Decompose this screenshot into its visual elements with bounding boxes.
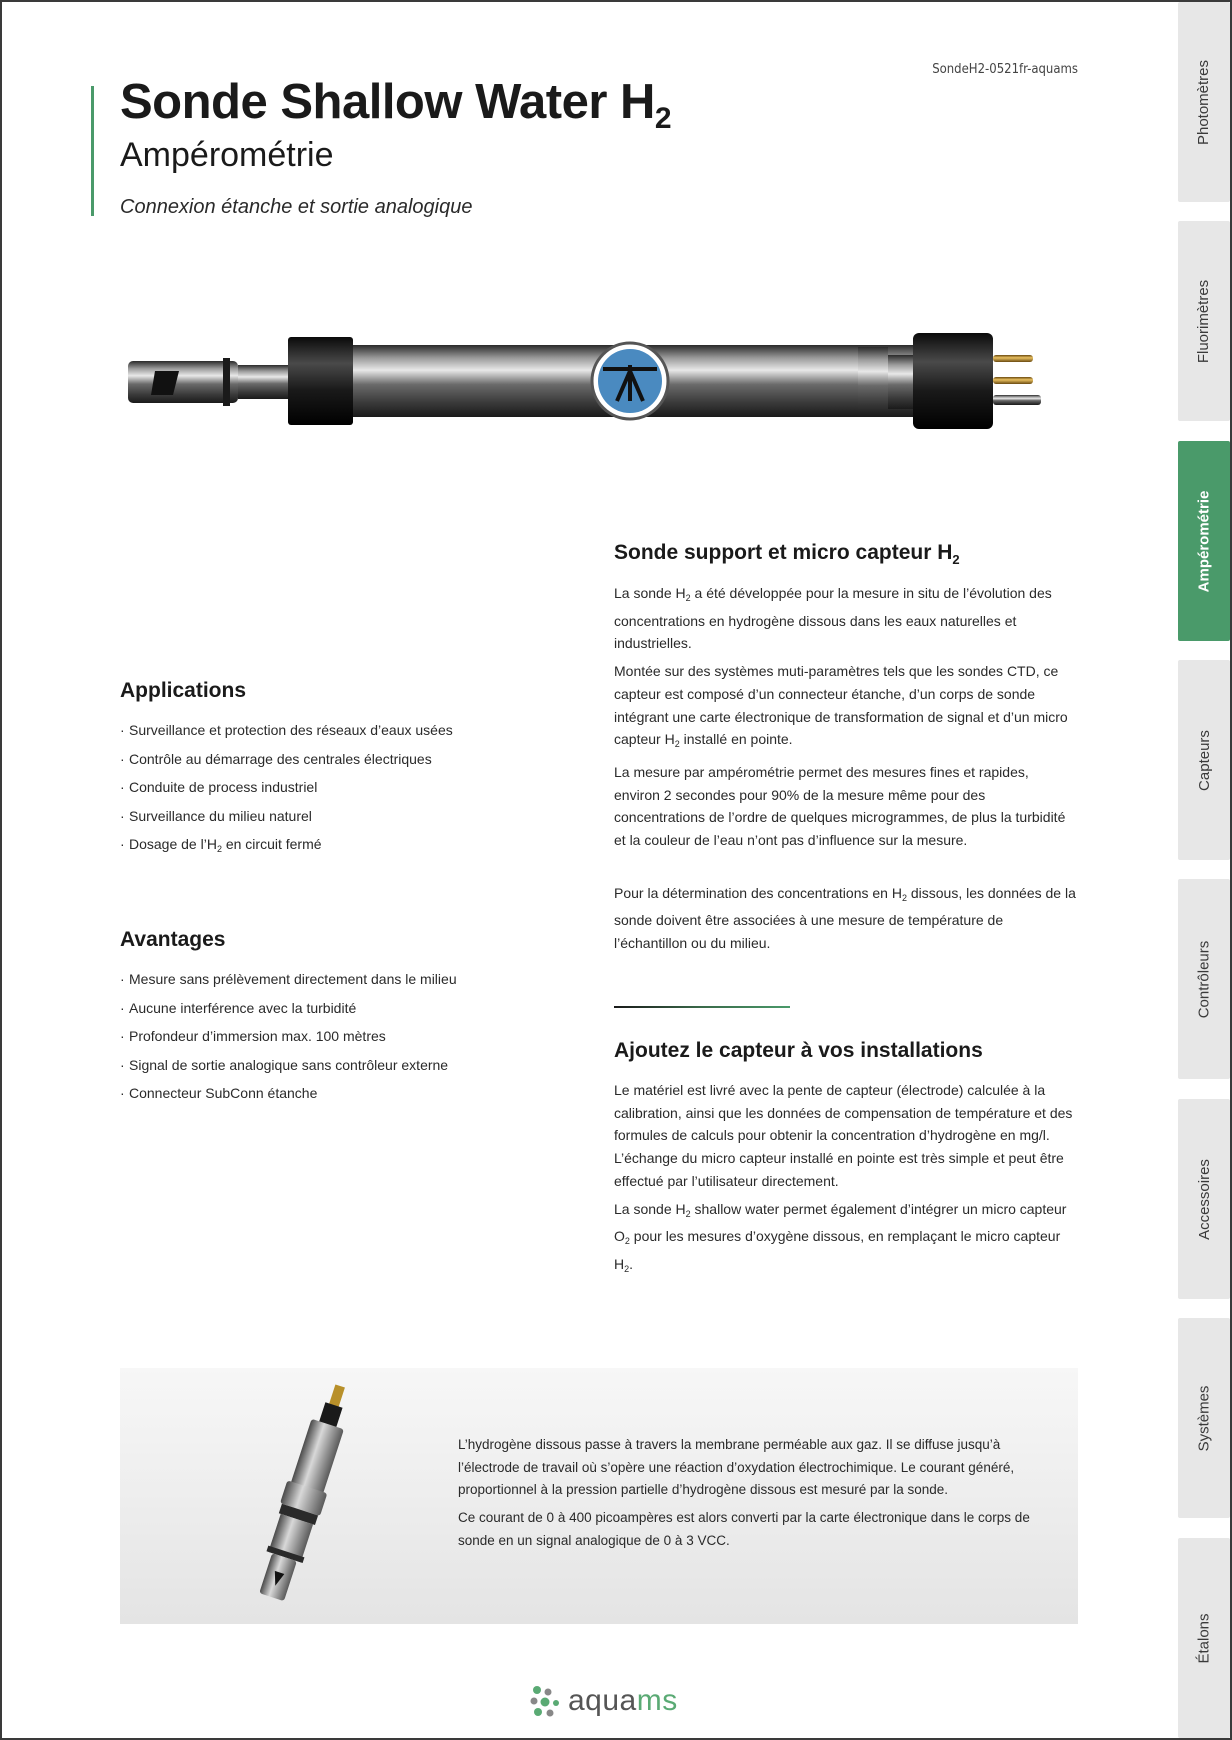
paragraph: La sonde $H_2$ a été développée pour la mesure in situ de l’évolution des concentrations en hydrogène dissous dans les eaux naturelles et industrielles. (614, 585, 1052, 652)
list-item: · Surveillance et protection des réseaux d’eaux usées (120, 720, 480, 740)
list-item: · Mesure sans prélèvement directement dans le milieu (120, 969, 472, 989)
list-item: · Dosage de $l’H_2$ en circuit fermé (120, 834, 480, 859)
install-heading: Ajoutez le capteur à vos installations (614, 1039, 983, 1062)
tab-controleurs[interactable]: Contrôleurs (1178, 879, 1230, 1079)
tab-amperometrie[interactable]: Ampérométrie (1178, 441, 1230, 641)
paragraph: Le matériel est livré avec la pente de capteur (électrode) calculée à la calibration, ainsi que les données de compensation de température et des formules de calculs pour obtenir la concentration d’hydrogène en mg/l. L’échange du micro capteur installé en pointe est très simple et peut être effectué par l’utilisateur directement. (614, 1082, 1073, 1189)
avantages-list (120, 969, 472, 1112)
section-divider (614, 1006, 790, 1008)
applications-list (120, 720, 480, 868)
list-item: · Aucune interférence avec la turbidité (120, 998, 472, 1018)
support-heading: Sonde support et micro capteur $H_2$ (614, 541, 960, 567)
paragraph: Pour la détermination des concentrations en $H_2$ dissous, les données de la sonde doivent être associées à une mesure de température de l’échantillon ou du milieu. (614, 884, 1076, 952)
header-accent-bar (91, 86, 94, 216)
paragraph: La mesure par ampérométrie permet des mesures fines et rapides, environ 2 secondes pour 90% de la mesure même pour des concentrations de l’ordre de quelques microgrammes, de plus la turbidité et la couleur de l’eau n’ont pas d’influence sur la mesure. (614, 763, 1066, 849)
list-item: · Signal de sortie analogique sans contrôleur externe (120, 1055, 472, 1075)
paragraph: L’hydrogène dissous passe à travers la membrane perméable aux gaz. Il se diffuse jusqu’à l’électrode de travail où s’opère une réaction d’oxydation électrochimique. Le courant généré, proportionnel à la pression partielle d’hydrogène dissous est mesuré par la sonde. (458, 1437, 1015, 1498)
list-item: · Connecteur SubConn étanche (120, 1083, 472, 1103)
applications-heading: Applications (120, 679, 247, 702)
list-item: · Profondeur d’immersion max. 100 mètres (120, 1026, 472, 1046)
panel-text (458, 1434, 1058, 1558)
tab-accessoires[interactable]: Accessoires (1178, 1099, 1230, 1299)
tab-fluorimetres[interactable]: Fluorimètres (1178, 221, 1230, 421)
install-text (614, 1079, 1078, 1286)
paragraph: Ce courant de 0 à 400 picoampères est alors converti par la carte électronique dans le corps de sonde en un signal analogique de 0 à 3 VCC. (458, 1510, 1030, 1548)
tab-capteurs[interactable]: Capteurs (1178, 660, 1230, 860)
tab-etalons[interactable]: Étalons (1178, 1538, 1230, 1738)
list-item: · Surveillance du milieu naturel (120, 806, 480, 826)
avantages-heading: Avantages (120, 928, 226, 951)
document-reference: SondeH2-0521fr-aquams (932, 62, 1078, 77)
tab-systemes[interactable]: Systèmes (1178, 1318, 1230, 1518)
page-title: Sonde Shallow Water $H_2$ (120, 75, 672, 135)
list-item: · Conduite de process industriel (120, 777, 480, 797)
tab-photometres[interactable]: Photomètres (1178, 2, 1230, 202)
list-item: · Contrôle au démarrage des centrales électriques (120, 749, 480, 769)
logo-dots-icon (528, 1684, 562, 1718)
microsensor-image (220, 1380, 400, 1610)
page-tagline: Connexion étanche et sortie analogique (120, 196, 473, 218)
aquams-logo: aquams (528, 1684, 678, 1718)
info-panel (120, 1368, 1078, 1624)
page-subtitle: Ampérométrie (120, 136, 334, 174)
support-text (614, 582, 1078, 960)
paragraph: La sonde $H_2$ shallow water permet également d’intégrer un micro capteur $O_2$ pour les mesures d’oxygène dissous, en remplaçant le micro capteur $H_2$. (614, 1200, 1067, 1274)
probe-image (125, 325, 1070, 445)
side-tabs (1178, 2, 1230, 1738)
paragraph: Montée sur des systèmes muti-paramètres tels que les sondes CTD, ce capteur est composé d’un connecteur étanche, d’un corps de sonde intégrant une carte électronique de transformation de signal et d’un micro capteur $H_2$ installé en pointe. (614, 663, 1068, 750)
